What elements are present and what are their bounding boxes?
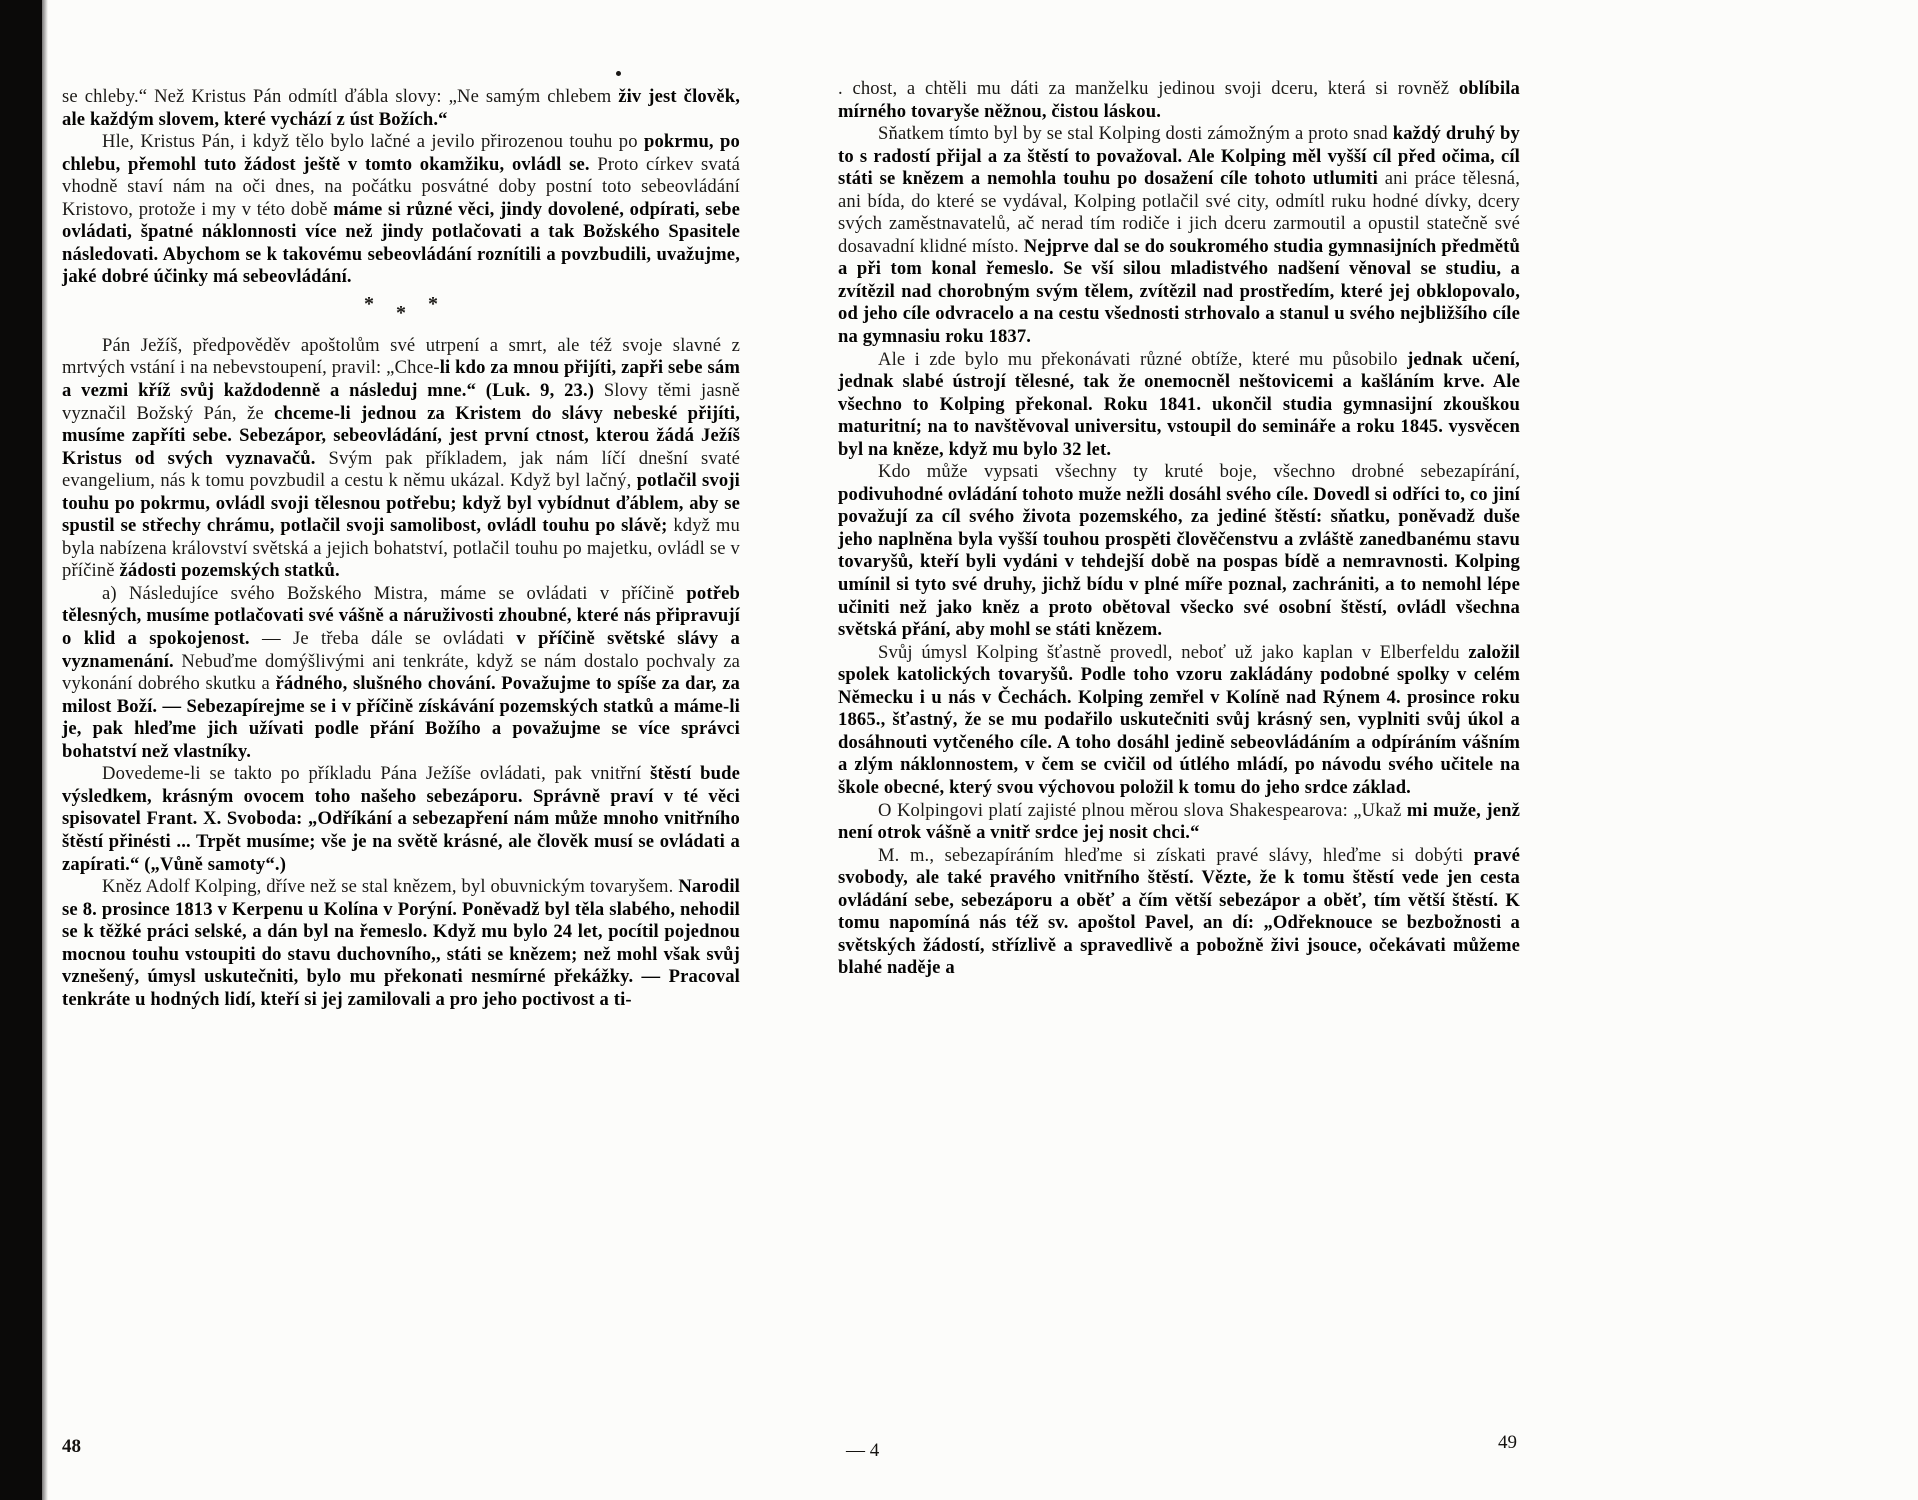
text-run-bold: li kdo za mnou přijíti, zapři sebe sám a vezmi kříž svůj každodenně a následuj mne.“ (Luk. 9, 23.) [62,357,740,402]
text-run: Kdo může vypsati všechny ty kruté boje, všechno drobné sebezapírání, [878,461,1520,483]
text-run-bold: podivuhodné ovládání tohoto muže nežli dosáhl svého cíle. Dovedl si odříci to, co jiní považují za cíl svého života pozemského, za jediné štěstí: sňatku, poněvadž duše jeho naplněna byla vyšší touhou prospěti člověčenstvu a zvláště zanedbanému stavu tovaryšů, kteří byli vydáni v tehdejší době na pospas bídě a nemravnosti. Kolping umínil si tyto své druhy, jichž bídu v plné míře poznal, zachrániti, a to nemohl lépe učiniti než jako kněz a proto obětoval všecko své osobní štěstí, ovládl všechna světská přání, aby mohl se státi knězem. [838,483,1520,641]
text-run: M. m., sebezapíráním hleďme si získati pravé slávy, hleďme si dobýti [878,844,1474,866]
text-run: když mu byla nabízena království světská a jejich bohatství, potlačil touhu po majetku, ovládl se v příčině [62,515,740,582]
left-page-text-column [62,86,740,1011]
paragraph [62,131,740,289]
page-number-left: 48 [62,1436,81,1457]
paragraph [838,800,1520,845]
asterisk-glyph: * [428,292,438,315]
text-run: Ale i zde bylo mu překonávati různé obtíže, které mu působilo [878,348,1408,370]
text-run: Svým pak příkladem, jak nám líčí dnešní svaté evangelium, nás k tomu povzbudil a cestu k němu ukázal. Když byl lačný, [62,447,741,492]
text-run: Proto církev svatá vhodně staví nám na oči dnes, na počátku posvátné doby postní toto sebeovládání Kristovo, protože i my v této době [62,153,740,220]
paragraph [838,845,1520,980]
text-run-bold: jednak učení, jednak slabé ústrojí tělesné, tak že onemocněl neštovicemi a kašláním krve. Ale všechno to Kolping překonal. Roku 1841. ukončil studia gymnasijní zkouškou maturitní; na to navštěvoval universitu, vstoupil do semináře a roku 1845. vysvěcen byl na kněze, když mu bylo 32 let. [838,348,1520,460]
text-run-bold: potlačil svoji touhu po pokrmu, ovládl svoji tělesnou potřebu; když byl vybídnut ďáblem, aby se spustil se střechy chrámu, potlačil svoji samolibost, ovládl touhu po slávě; [62,470,740,537]
footer-signature-mark: — 4 [846,1440,880,1461]
text-run: . chost, a chtěli mu dáti za manželku jedinou svoji dceru, která si rovněž [838,78,1459,99]
text-run: ani práce tělesná, ani bída, do které se vydával, Kolping potlačil své city, odmítl ruku hodné dívky, dcery svých zaměstnavatelů, ač nerad tím rodiče i jich dceru zarmoutil a opustil statečně své dosavadní klidné místo. [838,168,1521,257]
text-run: Hle, Kristus Pán, i když tělo bylo lačné a jevilo přirozenou touhu po [102,131,644,153]
text-run-bold: každý druhý by to s radostí přijal a za štěstí to považoval. Ale Kolping měl vyšší cíl před očima, cíl státi se knězem a nemohla touhu po dosažení cíle tohoto utlumiti [838,123,1520,190]
scan-edge-strip [0,0,42,1500]
text-run: Pán Ježíš, předpověděv apoštolům své utrpení a smrt, ale též svoje slavné z mrtvých vstání i na nebevstoupení, pravil: „Chce‑ [62,334,740,379]
text-run-bold: mi muže, jenž není otrok vášně a vnitř srdce jej nosit chci.“ [838,799,1520,844]
text-run: Svůj úmysl Kolping šťastně provedl, neboť už jako kaplan v Elberfeldu [878,641,1469,663]
text-run-bold: Narodil se 8. prosince 1813 v Kerpenu u Kolína v Porýní. Poněvadž byl těla slabého, nehodil se k těžké práci selské, a dán byl na řemeslo. Když mu bylo 24 let, pocítil pojednou mocnou touhu vstoupiti do stavu duchovního,, státi se knězem; než mohl však svůj vznešený, úmysl uskutečniti, bylo mu překonati nesmírné překážky. — Pracoval tenkráte u hodných lidí, kteří si jej zamilovali a pro jeho poctivost a ti- [62,876,740,1010]
paragraph [838,642,1520,800]
text-run: O Kolpingovi platí zajisté plnou měrou slova Shakespearova: „Ukaž [878,799,1407,821]
text-run: — Je třeba dále se ovládati [249,628,517,650]
text-run-bold: máme si různé věci, jindy dovolené, odpírati, sebe ovládati, špatné náklonnosti více než jindy potlačovati a tak Božského Spasitele následovati. Abychom se k takovému sebeovládání roznítili a povzbudili, uvažujme, jaké dobré účinky má sebeovládání. [62,198,740,288]
text-run: Sňatkem tímto byl by se stal Kolping dosti zámožným a proto snad [878,123,1393,145]
section-separator [62,289,740,335]
paragraph [62,583,740,763]
paragraph [62,86,740,131]
paragraph [62,763,740,876]
text-run-bold: pravé svobody, ale také pravého vnitřního štěstí. Vězte, že k tomu štěstí vede jen cesta ovládání sebe, sebezáporu a oběť a čím větší sebezápor a oběť, tím větší štěstí. K tomu napomíná nás též sv. apoštol Pavel, an dí: „Odřeknouce se bezbožnosti a světských žádostí, střízlivě a spravedlivě a pobožně živi jsouce, očekávati můžeme blahé naděje a [838,844,1520,979]
text-run-bold: štěstí bude výsledkem, krásným ovocem toho našeho sebezáporu. Správně praví v té věci spisovatel Frant. X. Svoboda: „Odříkání a sebezapření nám může mnoho vnitřního štěstí přinésti ... Trpět musíme; vše je na světě krásné, ale člověk musí se ovládati a zapírati.“ („Vůně samoty“.) [62,763,740,875]
text-run: a) Následujíce svého Božského Mistra, máme se ovládati v příčině [102,582,687,604]
paragraph [838,461,1520,641]
ink-dot-artifact [616,71,621,76]
text-run: Kněz Adolf Kolping, dříve než se stal knězem, byl obuvnickým tovaryšem. [102,876,679,898]
text-run-bold: v příčině světské slávy a vyznamenání. [62,628,741,672]
page-number-right: 49 [1498,1432,1517,1453]
text-run-bold: žádosti pozemských statků. [119,560,340,582]
paragraph [62,876,740,1011]
asterisk-glyph: * [364,292,374,315]
text-run-bold: oblíbila mírného tovaryše něžnou, čistou láskou. [838,78,1520,122]
asterisk-glyph: * [396,301,406,324]
text-run-bold: založil spolek katolických tovaryšů. Podle toho vzoru zakládány podobné spolky v celém Německu i u nás v Čechách. Kolping zemřel v Kolíně nad Rýnem 4. prosince roku 1865., šťastný, že se mu podařilo uskutečniti svůj krásný sen, vyplniti svůj úkol a dosáhnouti vytčeného cíle. A toho dosáhl jedině sebeovládáním a odpíráním vášním a zlým náklonnostem, v čem se cvičil od útlého mládí, po návodu svého učitele na škole obecné, který svou výchovou položil k tomu do jeho srdce základ. [838,641,1520,798]
text-run: Slovy těmi jasně vyznačil Božský Pán, že [62,380,740,424]
text-run-bold: Nejprve dal se do soukromého studia gymnasijních předmětů a při tom konal řemeslo. Se vší silou mladistvého nadšení věnoval se studiu, a zvítězil nad chorobným svým tělem, zvítězil nad prostředím, které jej obklopovalo, od jeho cíle odvracelo a na cestu všednosti strhovalo a stanul u svého nejbližšího cíle na gymnasiu roku 1837. [838,235,1521,348]
paragraph [838,123,1520,348]
text-run: Nebuďme domýšlivými ani tenkráte, když se nám dostalo pochvaly za vykonání dobrého skutku a [62,650,740,695]
text-run-bold: živ jest člověk, ale každým slovem, které vychází z úst Božích.“ [62,86,740,130]
text-run: se chleby.“ Než Kristus Pán odmítl ďábla slovy: „Ne samým chlebem [62,86,619,107]
text-run: Dovedeme-li se takto po příkladu Pána Ježíše ovládati, pak vnitřní [102,763,651,785]
text-run-bold: řádného, slušného chování. Považujme to spíše za dar, za milost Boží. — Sebezapírejme se i v příčině získávání pozemských statků a máme-li je, pak hleďme jich užívati podle přání Božího a považujme se více správci bohatství než vlastníky. [62,673,740,762]
paragraph [838,78,1520,123]
text-run-bold: pokrmu, po chlebu, přemohl tuto žádost ještě v tomto okamžiku, ovládl se. [62,131,740,175]
right-page-text-column [838,78,1520,980]
text-run-bold: chceme-li jednou za Kristem do slávy nebeské přijíti, musíme zapříti sebe. Sebezápor, sebeovládání, jest první ctnost, kterou žádá Ježíš Kristus od svých vyznavačů. [62,402,740,469]
text-run-bold: potřeb tělesných, musíme potlačovati své vášně a náruživosti zhoubné, které nás připravují o klid a spokojenost. [62,582,740,650]
paragraph [62,335,740,583]
paragraph [838,349,1520,462]
